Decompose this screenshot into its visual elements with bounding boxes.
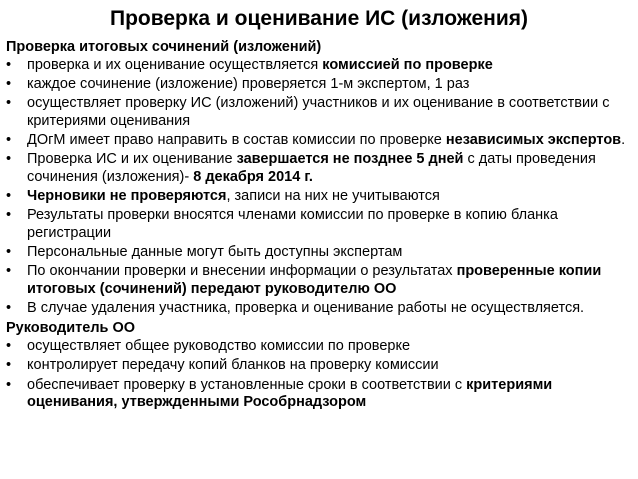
bullet-icon: •: [6, 263, 12, 280]
item-text: ДОгМ имеет право направить в состав комиссии по проверке: [27, 132, 446, 149]
bullet-icon: •: [6, 95, 12, 112]
list-item: [6, 132, 630, 150]
bullet-icon: •: [6, 76, 12, 93]
checking-list: [6, 57, 630, 318]
bullet-icon: •: [6, 244, 12, 261]
list-item: [6, 151, 630, 186]
item-text: каждое сочинение (изложение) проверяется 1-м экспертом, 1 раз: [27, 76, 470, 93]
item-text: Результаты проверки вносятся членами комиссии по проверке в копию бланка регистрации: [27, 207, 558, 241]
item-text: Проверка ИС и их оценивание: [27, 151, 237, 168]
list-item: [6, 357, 630, 375]
bullet-icon: •: [6, 151, 12, 168]
item-text: обеспечивает проверку в установленные сроки в соответствии с: [27, 376, 467, 393]
item-text: , записи на них не учитываются: [226, 188, 440, 205]
bullet-icon: •: [6, 376, 12, 393]
item-text: осуществляет общее руководство комиссии по проверке: [27, 338, 411, 355]
item-bold-text: критериями оценивания, утвержденными Рособрнадзором: [27, 376, 553, 411]
item-text: контролирует передачу копий бланков на проверку комиссии: [27, 357, 439, 374]
item-bold-text: Черновики не проверяются: [27, 188, 227, 205]
list-item: [6, 57, 630, 75]
slide-content: [6, 38, 630, 413]
slide-title: Проверка и оценивание ИС (изложения): [110, 7, 528, 30]
bullet-icon: •: [6, 57, 12, 73]
item-text: Персональные данные могут быть доступны экспертам: [27, 244, 403, 261]
item-text: .: [621, 132, 626, 149]
bullet-icon: •: [6, 300, 12, 317]
bullet-icon: •: [6, 132, 12, 149]
list-item: [6, 263, 630, 298]
item-bold-text: проверенные копии итоговых (сочинений) передают руководителю ОО: [27, 263, 602, 297]
list-item: [6, 377, 630, 412]
item-date-text: 8 декабря 2014 г.: [193, 168, 313, 185]
item-text: осуществляет проверку ИС (изложений) участников и их оценивание в соответствии с критериями оценивания: [27, 95, 610, 129]
item-text: В случае удаления участника, проверка и оценивание работы не осуществляется.: [27, 300, 585, 317]
list-item: [6, 188, 630, 206]
list-item: [6, 300, 630, 318]
list-item: [6, 207, 630, 242]
item-text: проверка и их оценивание осуществляется: [27, 57, 323, 73]
bullet-icon: •: [6, 188, 12, 205]
list-item: [6, 76, 630, 94]
bullet-icon: •: [6, 338, 12, 355]
section-heading-checking: Проверка итоговых сочинений (изложений): [6, 39, 322, 55]
item-bold-text: завершается не позднее 5 дней: [236, 151, 464, 168]
bullet-icon: •: [6, 207, 12, 224]
principal-list: [6, 338, 630, 412]
item-bold-text: комиссией по проверке: [322, 57, 493, 73]
item-text: По окончании проверки и внесении информации о результатах: [27, 263, 457, 280]
list-item: [6, 338, 630, 356]
item-text: с даты проведения сочинения (изложения)-: [27, 151, 596, 185]
section-heading-principal: Руководитель ОО: [6, 320, 136, 337]
list-item: [6, 244, 630, 262]
bullet-icon: •: [6, 357, 12, 374]
item-bold-text: независимых экспертов: [445, 132, 622, 149]
list-item: [6, 95, 630, 130]
